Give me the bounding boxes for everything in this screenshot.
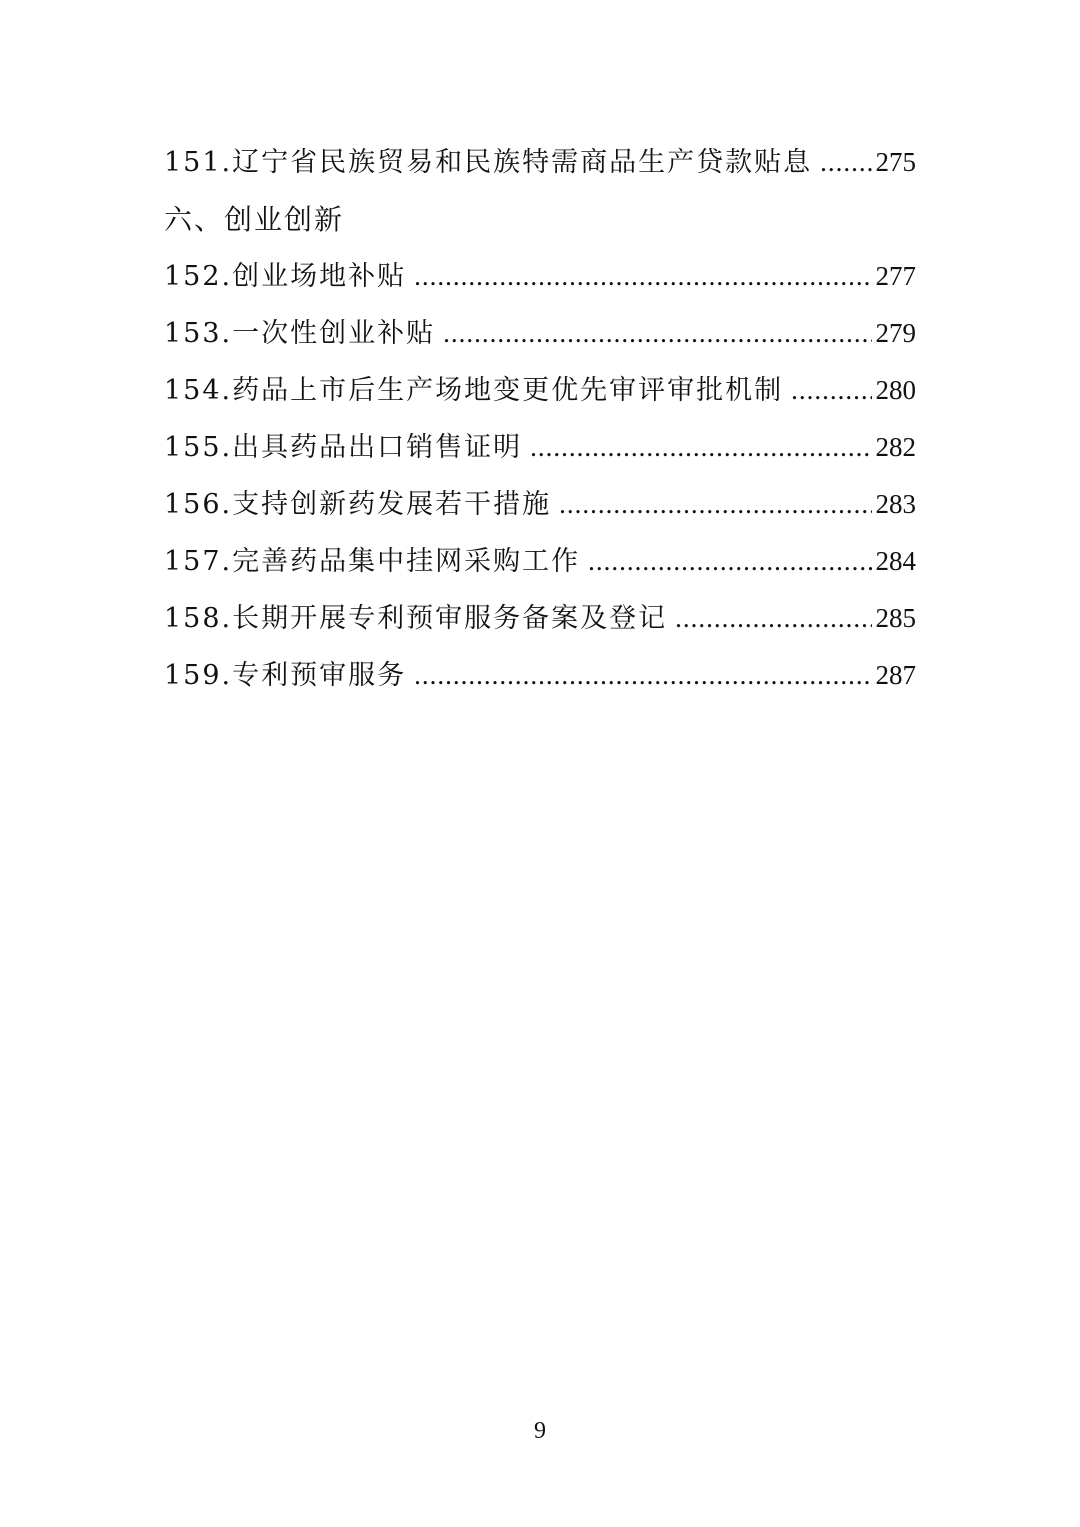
- toc-entry-title: 158.长期开展专利预审服务备案及登记: [164, 603, 668, 634]
- toc-entry-title: 151.辽宁省民族贸易和民族特需商品生产贷款贴息: [164, 147, 813, 178]
- table-of-contents: [164, 134, 916, 704]
- toc-entry-title: 159.专利预审服务: [164, 660, 407, 691]
- toc-entry-page: 279: [875, 318, 916, 348]
- toc-dot-leader: [443, 305, 871, 362]
- toc-dot-leader: [675, 590, 871, 647]
- toc-entry-155[interactable]: [164, 419, 916, 476]
- toc-entry-title: 152.创业场地补贴: [164, 261, 407, 292]
- toc-entry-page: 282: [875, 432, 916, 462]
- toc-entry-page: 280: [875, 375, 916, 405]
- toc-entry-157[interactable]: [164, 533, 916, 590]
- toc-entry-153[interactable]: [164, 305, 916, 362]
- toc-entry-page: 284: [875, 546, 916, 576]
- toc-entry-158[interactable]: [164, 590, 916, 647]
- toc-dot-leader: [559, 476, 871, 533]
- toc-entry-title: 156.支持创新药发展若干措施: [164, 489, 552, 520]
- toc-entry-151[interactable]: [164, 134, 916, 191]
- toc-entry-159[interactable]: [164, 647, 916, 704]
- toc-entry-title: 155.出具药品出口销售证明: [164, 432, 523, 463]
- toc-entry-page: 277: [875, 261, 916, 291]
- toc-entry-page: 285: [875, 603, 916, 633]
- toc-entry-152[interactable]: [164, 248, 916, 305]
- toc-dot-leader: [588, 533, 871, 590]
- toc-section-heading: 六、创业创新: [164, 203, 345, 236]
- toc-dot-leader: [530, 419, 871, 476]
- toc-entry-page: 287: [875, 660, 916, 690]
- toc-entry-title: 153.一次性创业补贴: [164, 318, 436, 349]
- toc-entry-page: 275: [875, 147, 916, 177]
- toc-entry-156[interactable]: [164, 476, 916, 533]
- toc-dot-leader: [791, 362, 871, 419]
- toc-dot-leader: [820, 134, 871, 191]
- page-number: 9: [534, 1418, 546, 1444]
- toc-entry-154[interactable]: [164, 362, 916, 419]
- toc-dot-leader: [414, 248, 871, 305]
- toc-entry-page: 283: [875, 489, 916, 519]
- toc-entry-title: 157.完善药品集中挂网采购工作: [164, 546, 581, 577]
- toc-entry-title: 154.药品上市后生产场地变更优先审评审批机制: [164, 375, 784, 406]
- toc-dot-leader: [414, 647, 871, 704]
